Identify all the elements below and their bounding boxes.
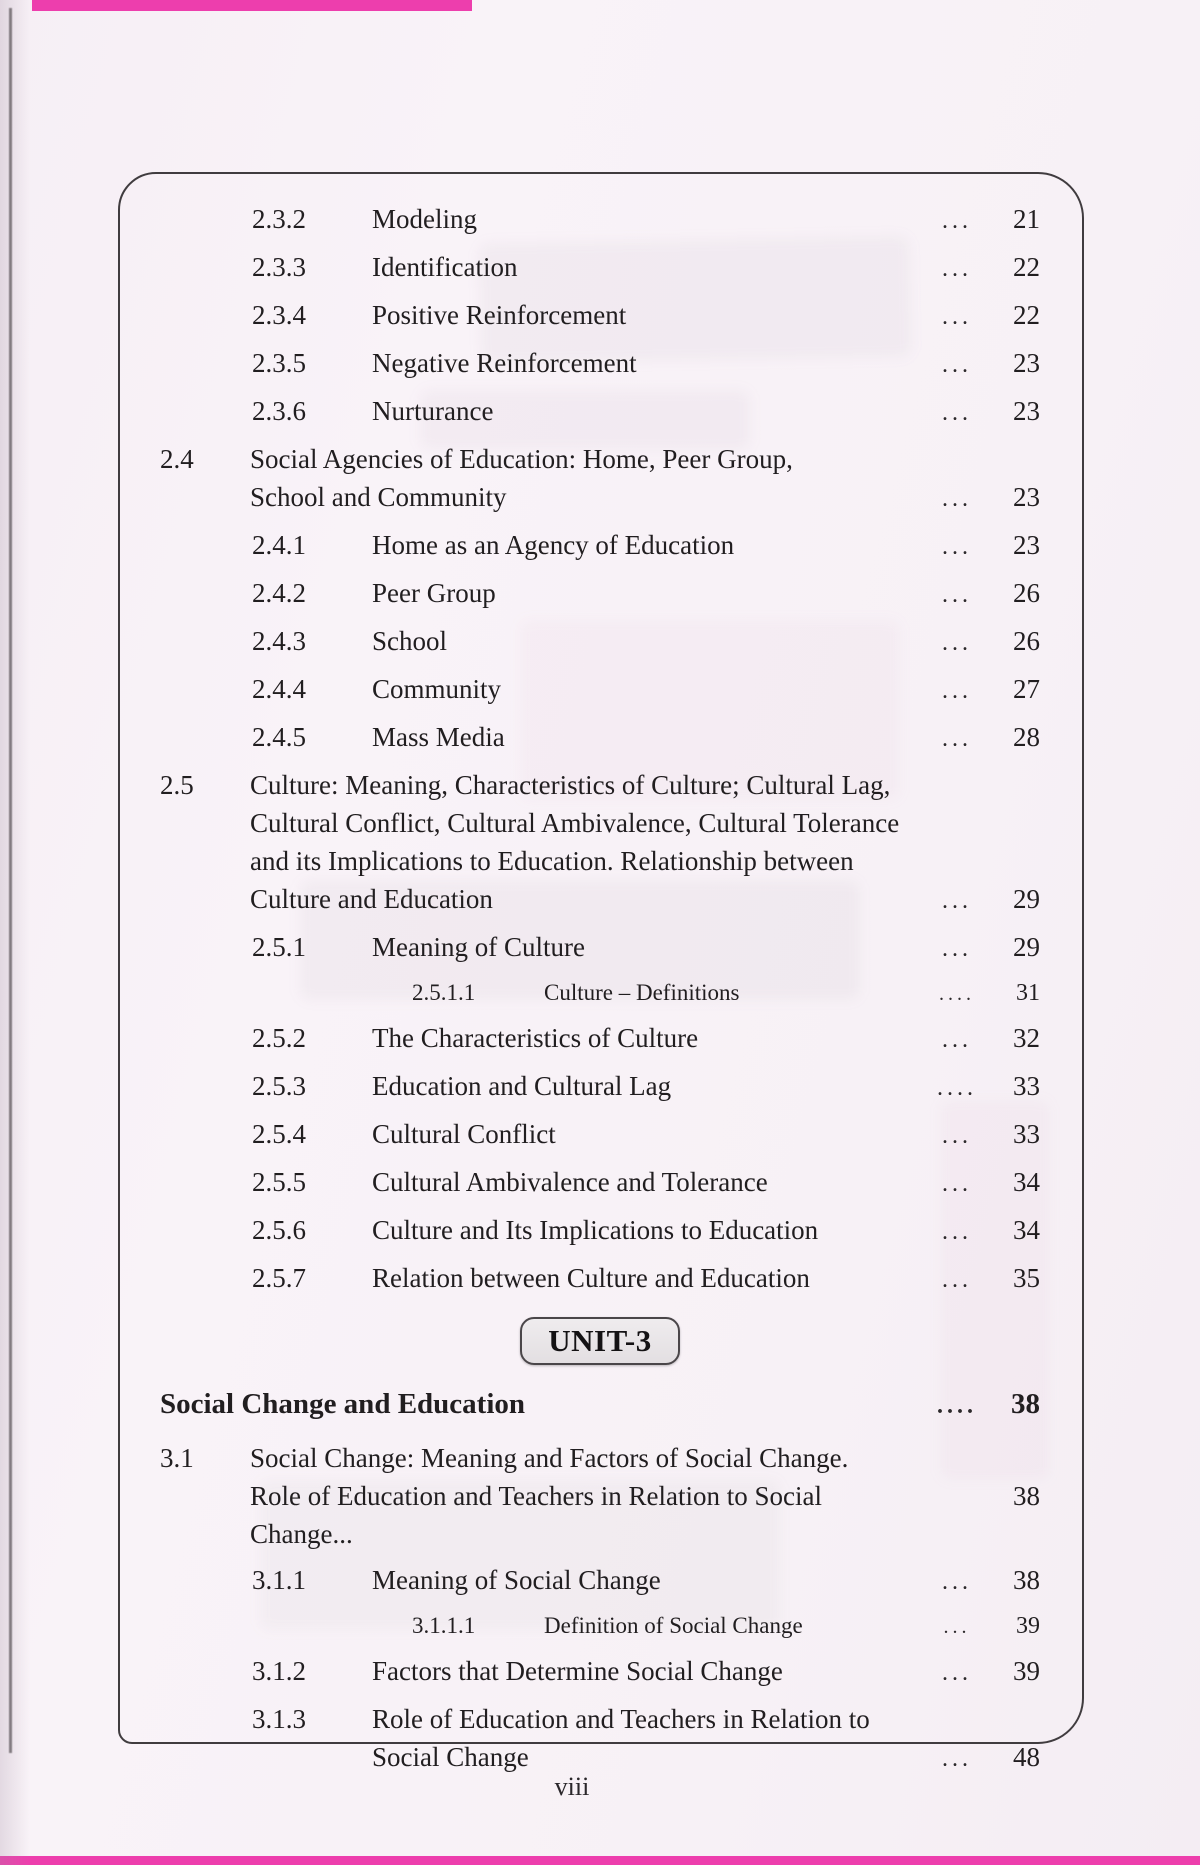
dot-leader: ... xyxy=(942,1569,972,1595)
entry-title-line: Nurturance xyxy=(372,396,494,426)
dot-leader: ... xyxy=(942,630,972,656)
entry-title-line: Identification xyxy=(372,252,518,282)
dot-leader: ... xyxy=(943,1616,971,1638)
unit-badge: UNIT-3 xyxy=(520,1317,680,1365)
entry-title-line: and its Implications to Education. Relationship between xyxy=(250,846,854,876)
entry-title-line: Culture and Its Implications to Education xyxy=(372,1215,819,1245)
dot-leader: ... xyxy=(942,726,972,752)
dot-leader: ... xyxy=(942,582,972,608)
dot-leader: ... xyxy=(942,534,972,560)
entry-title-line: Role of Education and Teachers in Relation to Social Change... xyxy=(250,1481,822,1549)
entry-title-line: Negative Reinforcement xyxy=(372,348,637,378)
toc-entry xyxy=(160,1609,1040,1644)
entry-title-line: Social Change xyxy=(372,1742,529,1772)
toc-entry xyxy=(160,1561,1040,1601)
scan-shadow-left xyxy=(0,0,30,1865)
toc-entry xyxy=(160,574,1040,614)
entry-number: 2.5.1.1 xyxy=(412,980,476,1005)
toc-entry xyxy=(160,1700,1040,1778)
entry-number: 3.1.1 xyxy=(252,1565,306,1595)
entry-title-line: Relation between Culture and Education xyxy=(372,1263,810,1293)
toc-entry xyxy=(160,1652,1040,1692)
entry-number: 3.1 xyxy=(160,1443,194,1473)
page-number: 23 xyxy=(1013,530,1040,560)
entry-number: 2.4.4 xyxy=(252,674,306,704)
dot-leader: ... xyxy=(942,352,972,378)
toc-entry xyxy=(160,1211,1040,1251)
entry-title-line: Factors that Determine Social Change xyxy=(372,1656,783,1686)
page-number: 38 xyxy=(1013,1481,1040,1511)
page-number: 39 xyxy=(1013,1656,1040,1686)
toc-entry xyxy=(160,1163,1040,1203)
dot-leader: ... xyxy=(942,256,972,282)
entry-number: 2.3.5 xyxy=(252,348,306,378)
page-number: 26 xyxy=(1013,578,1040,608)
page-number: 21 xyxy=(1013,204,1040,234)
entry-number: 2.4.1 xyxy=(252,530,306,560)
entry-number: 3.1.2 xyxy=(252,1656,306,1686)
toc-entry xyxy=(160,392,1040,432)
dot-leader: ... xyxy=(942,1746,972,1772)
dot-leader: ... xyxy=(942,678,972,704)
entry-number: 2.5.5 xyxy=(252,1167,306,1197)
entry-number: 2.3.6 xyxy=(252,396,306,426)
page-number: 48 xyxy=(1013,1742,1040,1772)
entry-title-line: Culture – Definitions xyxy=(544,980,740,1005)
entry-number: 2.3.4 xyxy=(252,300,306,330)
toc-entry xyxy=(160,1067,1040,1107)
dot-leader: ... xyxy=(942,1660,972,1686)
dot-leader: ... xyxy=(942,1171,972,1197)
page-number: 26 xyxy=(1013,626,1040,656)
toc-entry xyxy=(160,622,1040,662)
dot-leader: ... xyxy=(942,936,972,962)
entry-title-line: Positive Reinforcement xyxy=(372,300,627,330)
page-number: 22 xyxy=(1013,252,1040,282)
entry-title-line: Role of Education and Teachers in Relation to xyxy=(372,1704,870,1734)
page-number: 23 xyxy=(1013,348,1040,378)
entry-title-line: Culture: Meaning, Characteristics of Culture; Cultural Lag, xyxy=(250,770,891,800)
page-number: 22 xyxy=(1013,300,1040,330)
scan-edge-strip-bottom xyxy=(0,1856,1200,1865)
toc-entry xyxy=(160,1259,1040,1299)
page-number: 35 xyxy=(1013,1263,1040,1293)
page-number: 33 xyxy=(1013,1071,1040,1101)
dot-leader: ... xyxy=(942,400,972,426)
entry-number: 2.4 xyxy=(160,444,194,474)
toc-entry xyxy=(160,718,1040,758)
page-footer: viii xyxy=(554,1772,590,1801)
dot-leader: ... xyxy=(942,1123,972,1149)
dot-leader: ... xyxy=(942,888,972,914)
toc-entry xyxy=(160,1019,1040,1059)
page-number: 23 xyxy=(1013,396,1040,426)
dot-leader: .... xyxy=(937,1075,977,1101)
dot-leader: .... xyxy=(939,983,975,1005)
entry-title-line: Definition of Social Change xyxy=(544,1613,803,1638)
entry-title-line: Cultural Conflict, Cultural Ambivalence, Cultural Tolerance xyxy=(250,808,900,838)
page-number: 23 xyxy=(1013,482,1040,512)
entry-number: 2.5.3 xyxy=(252,1071,306,1101)
page-number: 39 xyxy=(1016,1613,1040,1639)
page-number: 34 xyxy=(1013,1167,1040,1197)
page-number: 27 xyxy=(1013,674,1040,704)
entry-title-line: Social Change and Education xyxy=(160,1388,526,1420)
entry-title-line: Peer Group xyxy=(372,578,496,608)
dot-leader: ... xyxy=(942,486,972,512)
entry-title-line: Meaning of Social Change xyxy=(372,1565,661,1595)
dot-leader: ... xyxy=(942,304,972,330)
entry-title-line: Meaning of Culture xyxy=(372,932,585,962)
page-number: 32 xyxy=(1013,1023,1040,1053)
entry-number: 2.5.2 xyxy=(252,1023,306,1053)
page-number: 29 xyxy=(1013,932,1040,962)
page-number: 33 xyxy=(1013,1119,1040,1149)
toc-entry xyxy=(160,1115,1040,1155)
toc-entry xyxy=(160,976,1040,1011)
entry-number: 2.5.4 xyxy=(252,1119,306,1149)
page-number: 38 xyxy=(1013,1565,1040,1595)
entry-title-line: Home as an Agency of Education xyxy=(372,530,735,560)
page-number: 38 xyxy=(1011,1388,1040,1420)
dot-leader: ... xyxy=(942,1267,972,1293)
page-number: 34 xyxy=(1013,1215,1040,1245)
page-number: 29 xyxy=(1013,884,1040,914)
entry-number: 2.5.7 xyxy=(252,1263,306,1293)
entry-number: 2.5.6 xyxy=(252,1215,306,1245)
toc-entry xyxy=(160,766,1040,920)
toc-entry xyxy=(160,1385,1040,1425)
entry-number: 2.4.5 xyxy=(252,722,306,752)
dot-leader: ... xyxy=(942,1219,972,1245)
entry-number: 2.4.2 xyxy=(252,578,306,608)
entry-title-line: Cultural Conflict xyxy=(372,1119,556,1149)
entry-number: 2.4.3 xyxy=(252,626,306,656)
dot-leader: ... xyxy=(942,208,972,234)
entry-title-line: Community xyxy=(372,674,502,704)
toc-entry xyxy=(160,670,1040,710)
entry-number: 3.1.3 xyxy=(252,1704,306,1734)
page-number: 31 xyxy=(1016,980,1040,1006)
toc-list xyxy=(160,200,1040,1778)
entry-title-line: Education and Cultural Lag xyxy=(372,1071,672,1101)
entry-title-line: Social Agencies of Education: Home, Peer Group, xyxy=(250,444,793,474)
entry-title-line: Cultural Ambivalence and Tolerance xyxy=(372,1167,768,1197)
toc-entry xyxy=(160,928,1040,968)
scan-edge-strip-top xyxy=(32,0,472,11)
entry-title-line: Modeling xyxy=(372,204,477,234)
toc-entry xyxy=(160,440,1040,518)
toc-entry xyxy=(160,296,1040,336)
toc-box xyxy=(118,172,1084,1772)
entry-title-line: The Characteristics of Culture xyxy=(372,1023,699,1053)
entry-title-line: School xyxy=(372,626,448,656)
entry-title-line: Mass Media xyxy=(372,722,505,752)
entry-number: 2.5 xyxy=(160,770,194,800)
unit-badge-row xyxy=(160,1317,1040,1365)
dot-leader: .... xyxy=(937,1393,977,1419)
toc-entry xyxy=(160,248,1040,288)
entry-number: 2.3.2 xyxy=(252,204,306,234)
page-number: 28 xyxy=(1013,722,1040,752)
entry-title-line: Social Change: Meaning and Factors of Social Change. xyxy=(250,1443,849,1473)
scan-crease-line xyxy=(9,8,12,1753)
entry-number: 2.5.1 xyxy=(252,932,306,962)
entry-title-line: Culture and Education xyxy=(250,884,493,914)
toc-entry xyxy=(160,526,1040,566)
toc-entry xyxy=(160,200,1040,240)
toc-entry xyxy=(160,344,1040,384)
toc-entry xyxy=(160,1439,1040,1553)
entry-number: 2.3.3 xyxy=(252,252,306,282)
entry-title-line: School and Community xyxy=(250,482,507,512)
entry-number: 3.1.1.1 xyxy=(412,1613,476,1638)
dot-leader: ... xyxy=(942,1027,972,1053)
